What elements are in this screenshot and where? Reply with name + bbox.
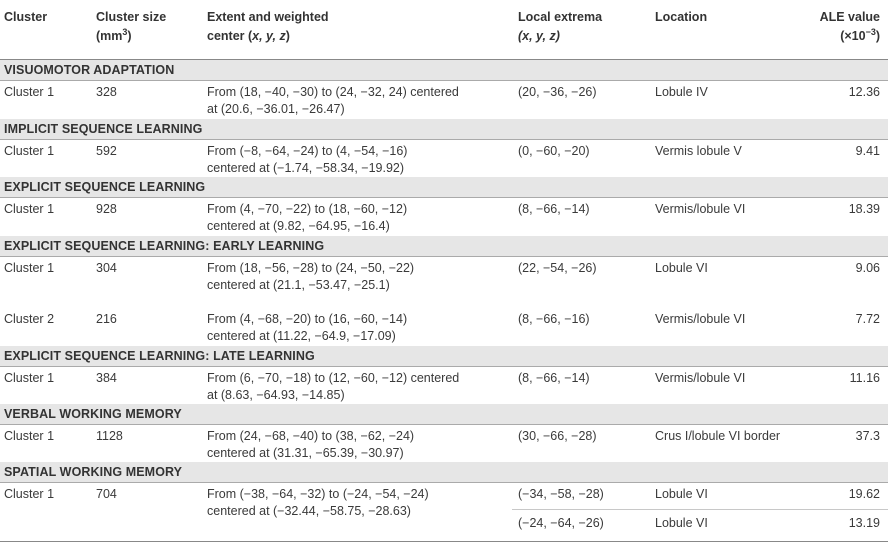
sub-row-rule <box>512 509 888 510</box>
cell-location: Vermis lobule V <box>655 144 742 158</box>
cell-location: Vermis/lobule VI <box>655 202 746 216</box>
cell-cluster: Cluster 1 <box>4 202 55 216</box>
cell-cluster: Cluster 1 <box>4 85 55 99</box>
header-extent-line2: center (x, y, z) <box>207 29 290 43</box>
section-header-verbal-working-memory: VERBAL WORKING MEMORY <box>0 404 888 425</box>
cell-ale: 9.41 <box>855 144 880 158</box>
section-header-explicit-sequence-learning: EXPLICIT SEQUENCE LEARNING <box>0 177 888 198</box>
cell-location: Vermis/lobule VI <box>655 312 746 326</box>
cell-ale: 37.3 <box>855 429 880 443</box>
cell-cluster: Cluster 1 <box>4 429 55 443</box>
cell-ale: 19.62 <box>848 487 880 501</box>
cell-cluster: Cluster 2 <box>4 312 55 326</box>
header-ale-line1: ALE value <box>819 10 880 24</box>
cell-size: 216 <box>96 312 117 326</box>
header-extent-line1: Extent and weighted <box>207 10 329 24</box>
cell-ale: 9.06 <box>855 261 880 275</box>
cell-size: 328 <box>96 85 117 99</box>
cell-size: 592 <box>96 144 117 158</box>
section-header-spatial-working-memory: SPATIAL WORKING MEMORY <box>0 462 888 483</box>
section-header-visuomotor-adaptation: VISUOMOTOR ADAPTATION <box>0 60 888 81</box>
cell-extent: From (24, −68, −40) to (38, −62, −24) centered at (31.31, −65.39, −30.97) <box>207 429 415 460</box>
cell-local-extrema: (−34, −58, −28) <box>518 487 604 501</box>
cell-size: 704 <box>96 487 117 501</box>
header-cluster-size-line1: Cluster size <box>96 10 167 24</box>
cell-size: 384 <box>96 371 117 385</box>
header-cluster-size-line2: $(mm^3)$ <box>96 26 132 43</box>
table-bottom-rule <box>0 541 888 542</box>
section-header-implicit-sequence-learning: IMPLICIT SEQUENCE LEARNING <box>0 119 888 140</box>
header-local-line2: (x, y, z) <box>518 29 560 43</box>
cell-size: 928 <box>96 202 117 216</box>
cell-extent: From (4, −70, −22) to (18, −60, −12) centered at (9.82, −64.95, −16.4) <box>207 202 408 233</box>
cell-ale: 7.72 <box>855 312 880 326</box>
cell-local-extrema: (−24, −64, −26) <box>518 516 604 530</box>
cell-local-extrema: (22, −54, −26) <box>518 261 597 275</box>
cell-location: Vermis/lobule VI <box>655 371 746 385</box>
cell-ale: 12.36 <box>848 85 880 99</box>
cell-location: Crus I/lobule VI border <box>655 429 781 443</box>
cell-local-extrema: (8, −66, −16) <box>518 312 590 326</box>
cell-cluster: Cluster 1 <box>4 487 55 501</box>
cell-location: Lobule IV <box>655 85 708 99</box>
header-ale-line2: $(\times 10^{-3})$ <box>840 26 880 43</box>
cell-cluster: Cluster 1 <box>4 261 55 275</box>
cell-local-extrema: (0, −60, −20) <box>518 144 590 158</box>
section-header-explicit-early-learning: EXPLICIT SEQUENCE LEARNING: EARLY LEARNING <box>0 236 888 257</box>
table-header <box>0 0 888 60</box>
header-ale-value <box>820 8 880 46</box>
cell-ale: 11.16 <box>849 371 880 385</box>
header-local-line1: Local extrema <box>518 10 603 24</box>
cell-size: 304 <box>96 261 117 275</box>
cell-extent: From (−8, −64, −24) to (4, −54, −16) centered at (−1.74, −58.34, −19.92) <box>207 144 408 175</box>
cell-cluster: Cluster 1 <box>4 371 55 385</box>
cell-cluster: Cluster 1 <box>4 144 55 158</box>
cell-extent: From (18, −56, −28) to (24, −50, −22) centered at (21.1, −53.47, −25.1) <box>207 261 415 292</box>
cell-local-extrema: (8, −66, −14) <box>518 202 590 216</box>
section-header-explicit-late-learning: EXPLICIT SEQUENCE LEARNING: LATE LEARNING <box>0 346 888 367</box>
cell-local-extrema: (20, −36, −26) <box>518 85 597 99</box>
cell-ale: 18.39 <box>848 202 880 216</box>
cell-local-extrema: (8, −66, −14) <box>518 371 590 385</box>
cell-ale: 13.19 <box>848 516 880 530</box>
header-cluster-size <box>96 8 166 46</box>
header-location: Location <box>655 10 708 24</box>
cell-location: Lobule VI <box>655 516 708 530</box>
cell-local-extrema: (30, −66, −28) <box>518 429 597 443</box>
header-cluster: Cluster <box>4 10 48 24</box>
cell-location: Lobule VI <box>655 487 708 501</box>
cell-extent: From (4, −68, −20) to (16, −60, −14) centered at (11.22, −64.9, −17.09) <box>207 312 408 343</box>
cell-location: Lobule VI <box>655 261 708 275</box>
cell-size: 1128 <box>96 429 123 443</box>
header-local-extrema <box>518 8 602 46</box>
cell-extent: From (6, −70, −18) to (12, −60, −12) centered at (8.63, −64.93, −14.85) <box>207 371 460 402</box>
header-extent <box>207 8 329 46</box>
cell-extent: From (−38, −64, −32) to (−24, −54, −24) centered at (−32.44, −58.75, −28.63) <box>207 487 429 518</box>
cell-extent: From (18, −40, −30) to (24, −32, 24) centered at (20.6, −36.01, −26.47) <box>207 85 459 116</box>
